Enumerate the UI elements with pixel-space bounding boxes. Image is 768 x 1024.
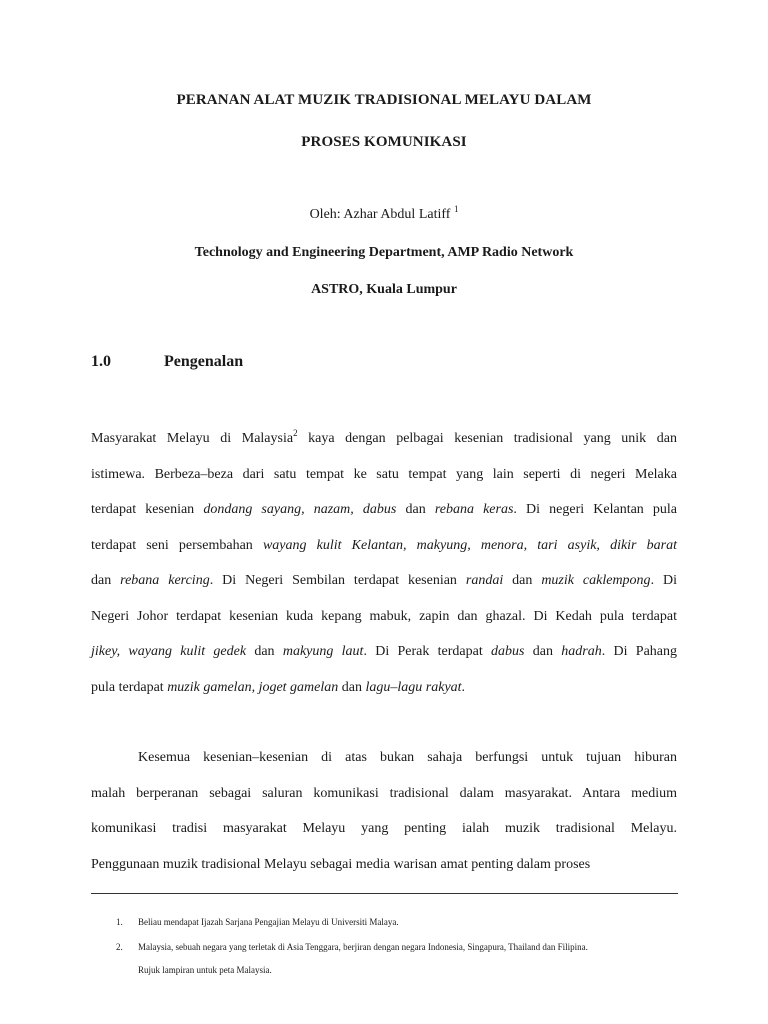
title-line-1: PERANAN ALAT MUZIK TRADISIONAL MELAYU DALAM [176,92,592,108]
paragraph-1 [91,421,677,705]
paragraph-line: terdapat seni persembahan wayang kulit Kelantan, makyung, menora, tari asyik, dikir barat [91,537,677,553]
paragraph-line: komunikasi tradisi masyarakat Melayu yang penting ialah muzik tradisional Melayu. [91,821,677,836]
section-heading [91,353,243,371]
paragraph-line: jikey, wayang kulit gedek dan makyung laut. Di Perak terdapat dabus dan hadrah. Di Pahang [91,644,677,659]
paragraph-line: Kesemua kesenian–kesenian di atas bukan sahaja berfungsi untuk tujuan hiburan [138,750,677,765]
location: ASTRO, Kuala Lumpur [311,282,457,297]
author-footnote-marker[interactable]: 1 [453,204,459,214]
footnote-2: 2. Malaysia, sebuah negara yang terletak di Asia Tenggara, berjiran dengan negara Indonesia, Singapura, Thailand dan Filipina. [116,942,588,952]
paragraph-line: dan rebana kercing. Di Negeri Sembilan terdapat kesenian randai dan muzik caklempong. Di [91,573,677,588]
footnote-marker-2[interactable]: 2 [293,428,298,438]
section-number: 1.0 [91,353,111,370]
paragraph-line: malah berperanan sebagai saluran komunikasi tradisional dalam masyarakat. Antara medium [91,785,677,801]
footnote-1: 1. Beliau mendapat Ijazah Sarjana Pengajian Melayu di Universiti Malaya. [116,917,399,927]
footnote-divider [91,893,678,894]
paragraph-line: pula terdapat muzik gamelan, joget gamelan dan lagu–lagu rakyat. [91,679,466,695]
author-line [0,204,768,223]
paragraph-2 [91,740,677,882]
paragraph-line: Masyarakat Melayu di Malaysia$^2$ kaya dengan pelbagai kesenian tradisional yang unik dan [91,428,677,446]
footnote-2-continuation: Rujuk lampiran untuk peta Malaysia. [138,965,272,975]
paragraph-line: terdapat kesenian dondang sayang, nazam, dabus dan rebana keras. Di negeri Kelantan pula [91,502,678,517]
paragraph-line: Penggunaan muzik tradisional Melayu sebagai media warisan amat penting dalam proses [91,856,591,872]
paragraph-line: Negeri Johor terdapat kesenian kuda kepang mabuk, zapin dan ghazal. Di Kedah pula terdapat [91,608,677,624]
paragraph-line: istimewa. Berbeza–beza dari satu tempat ke satu tempat yang lain seperti di negeri Melaka [91,466,677,482]
affiliation: Technology and Engineering Department, AMP Radio Network [194,245,574,260]
title-line-2: PROSES KOMUNIKASI [301,134,467,150]
author-name: Oleh: Azhar Abdul Latiff [309,207,451,222]
section-title: Pengenalan [164,353,244,370]
